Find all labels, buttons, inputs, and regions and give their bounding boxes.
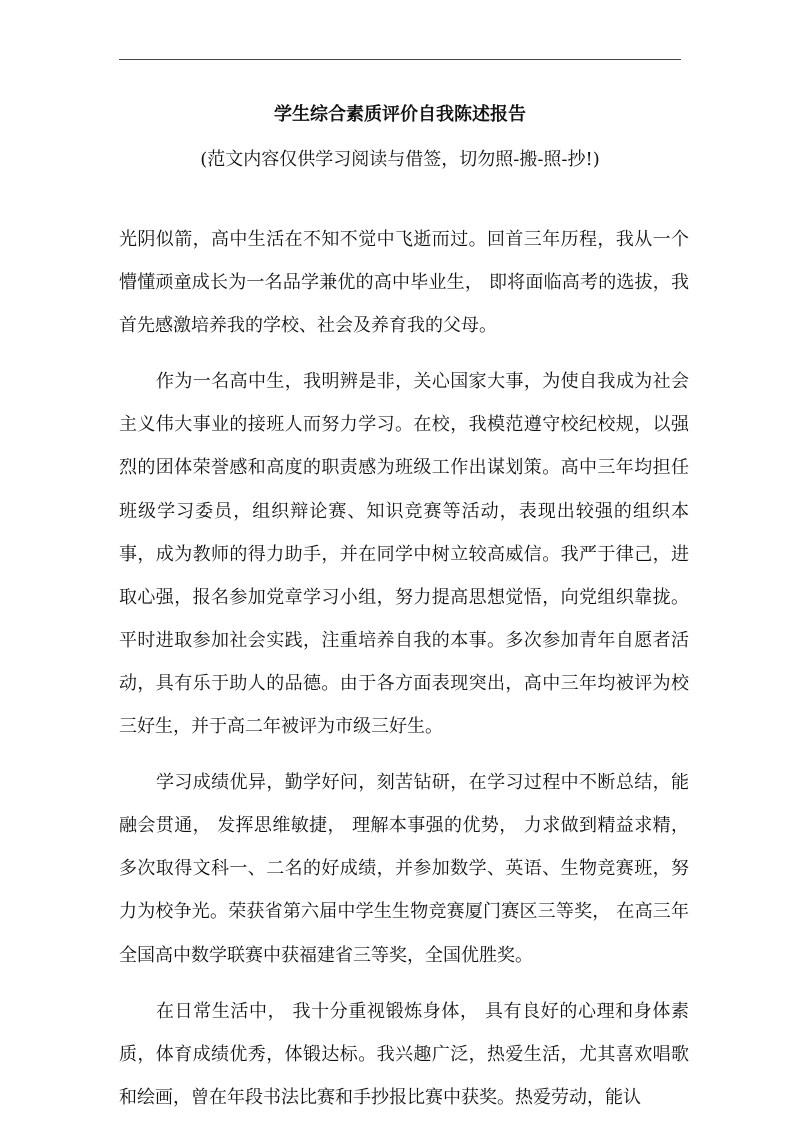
header-rule bbox=[119, 59, 681, 60]
paragraph-conduct: 作为一名高中生，我明辨是非，关心国家大事，为使自我成为社会主义伟大事业的接班人而努力学习。在校，我模范遵守校纪校规，以强烈的团体荣誉感和高度的职责感为班级工作出谋划策。高中三年均担任班级学习委员，组织辩论赛、知识竞赛等活动，表现出较强的组织本事，成为教师的得力助手，并在同学中树立较高威信。我严于律己，进取心强，报名参加党章学习小组，努力提高思想觉悟，向党组织靠拢。平时进取参加社会实践，注重培养自我的本事。多次参加青年自愿者活动，具有乐于助人的品德。由于各方面表现突出，高中三年均被评为校三好生，并于高二年被评为市级三好生。 bbox=[119, 371, 689, 738]
document-subtitle: (范文内容仅供学习阅读与借签，切勿照-搬-照-抄!) bbox=[200, 149, 600, 170]
document-body bbox=[119, 218, 689, 1132]
paragraph-opening: 光阴似箭，高中生活在不知不觉中飞逝而过。回首三年历程，我从一个懵懂顽童成长为一名品学兼优的高中毕业生， 即将面临高考的选拔，我首先感激培养我的学校、社会及养育我的父母。 bbox=[119, 229, 689, 337]
paragraph-academics: 学习成绩优异，勤学好问，刻苦钻研，在学习过程中不断总结，能融会贯通， 发挥思维敏捷， 理解本事强的优势， 力求做到精益求精，多次取得文科一、二名的好成绩，并参加数学、英语、生物竞赛班，努力为校争光。荣获省第六届中学生生物竞赛厦门赛区三等奖， 在高三年全国高中数学联赛中获福建省三等奖，全国优胜奖。 bbox=[119, 772, 689, 966]
document-title: 学生综合素质评价自我陈述报告 bbox=[274, 104, 526, 125]
paragraph-daily-life: 在日常生活中， 我十分重视锻炼身体， 具有良好的心理和身体素质，体育成绩优秀，体锻达标。我兴趣广泛，热爱生活，尤其喜欢唱歌和绘画，曾在年段书法比赛和手抄报比赛中获奖。热爱劳动，能认 bbox=[119, 1000, 689, 1108]
